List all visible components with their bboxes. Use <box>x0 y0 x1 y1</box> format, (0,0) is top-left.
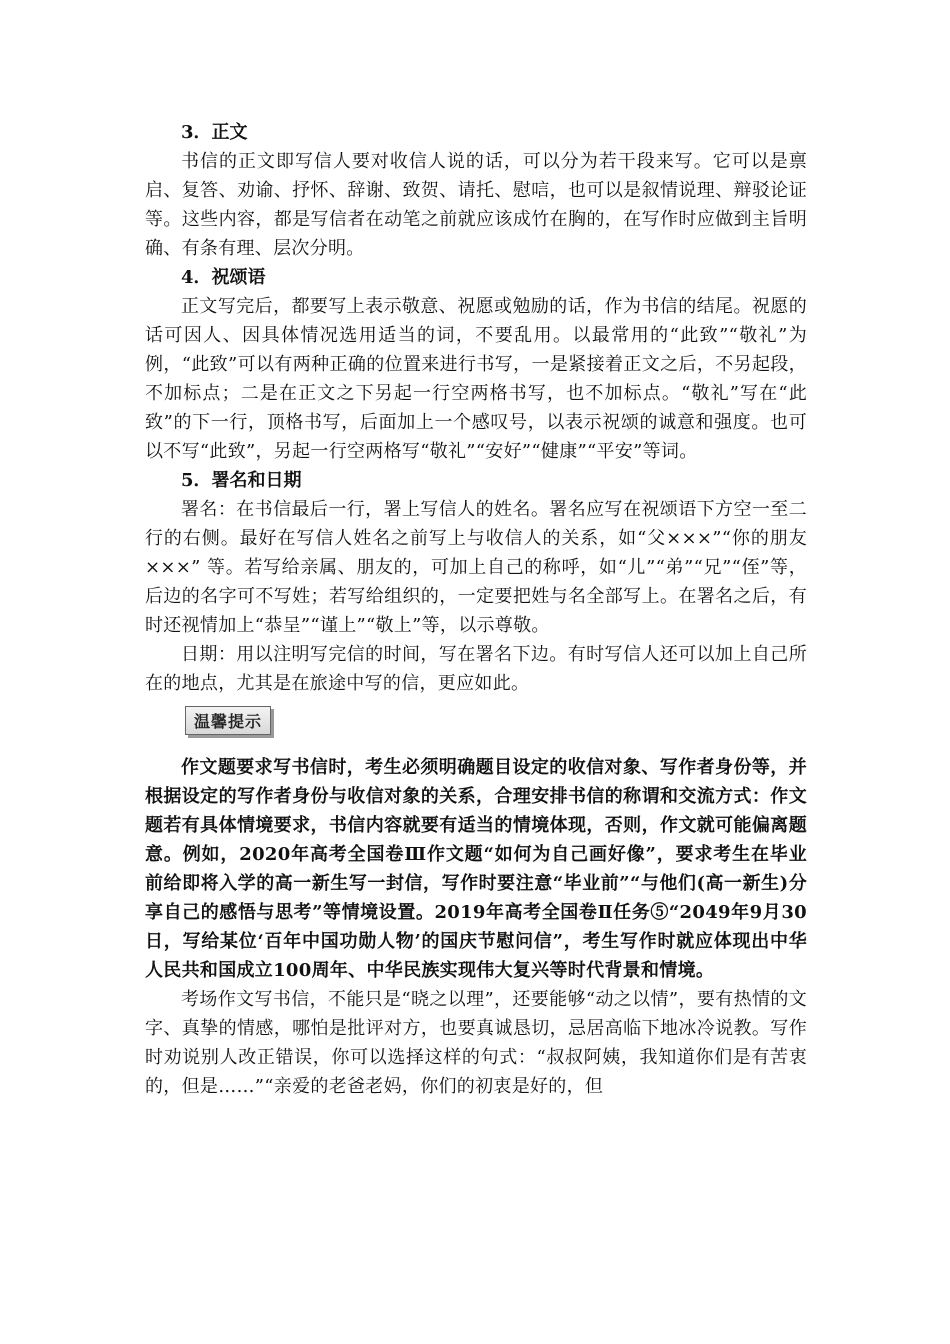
paragraph-signature: 署名：在书信最后一行，署上写信人的姓名。署名应写在祝颂语下方空一至二行的右侧。最好在写信人姓名之前写上与收信人的关系，如“父×××”“你的朋友×××” 等。若写给亲属、朋友的，可加上自己的称呼，如“儿”“弟”“兄”“侄”等，后边的名字可不写姓；若写给组织的，一定要把姓与名全部写上。在署名之后，有时还视情加上“恭呈”“谨上”“敬上”等，以示尊敬。 <box>145 499 807 636</box>
paragraph-closing: 正文写完后，都要写上表示敬意、祝愿或勉励的话，作为书信的结尾。祝愿的话可因人、因具体情况选用适当的词，不要乱用。以最常用的“此致”“敬礼”为例，“此致”可以有两种正确的位置来进行书写，一是紧接着正文之后，不另起段，不加标点；二是在正文之下另起一行空两格书写，也不加标点。“敬礼”写在“此致”的下一行，顶格书写，后面加上一个感叹号，以表示祝颂的诚意和强度。也可以不写“此致”，另起一行空两格写“敬礼”“安好”“健康”“平安”等词。 <box>145 296 807 462</box>
section-heading-closing: 4．祝颂语 <box>181 267 266 288</box>
tip-label-badge: 温馨提示 <box>185 706 271 735</box>
section-heading-main-text: 3．正文 <box>181 122 248 143</box>
tip-paragraph-1: 作文题要求写书信时，考生必须明确题目设定的收信对象、写作者身份等，并根据设定的写作者身份与收信对象的关系，合理安排书信的称谓和交流方式：作文题若有具体情境要求，书信内容就要有适当的情境体现，否则，作文就可能偏离题意。例如，2020年高考全国卷Ⅲ作文题“如何为自己画好像”，要求考生在毕业前给即将入学的高一新生写一封信，写作时要注意“毕业前”“与他们(高一新生)分享自己的感悟与思考”等情境设置。2019年高考全国卷Ⅱ任务⑤“2049年9月30日，写给某位‘百年中国功勋人物’的国庆节慰问信”，考生写作时就应体现出中华人民共和国成立100周年、中华民族实现伟大复兴等时代背景和情境。 <box>145 757 807 981</box>
paragraph-date: 日期：用以注明写完信的时间，写在署名下边。有时写信人还可以加上自己所在的地点，尤其是在旅途中写的信，更应如此。 <box>145 644 807 694</box>
tip-paragraph-2: 考场作文写书信，不能只是“晓之以理”，还要能够“动之以情”，要有热情的文字、真挚的情感，哪怕是批评对方，也要真诚恳切，忌居高临下地冰冷说教。写作时劝说别人改正错误，你可以选择这样的句式：“叔叔阿姨，我知道你们是有苦衷的，但是……”“亲爱的老爸老妈，你们的初衷是好的，但 <box>145 989 807 1097</box>
section-heading-signature-date: 5．署名和日期 <box>181 470 302 491</box>
paragraph-main-text: 书信的正文即写信人要对收信人说的话，可以分为若干段来写。它可以是禀启、复答、劝谕、抒怀、辞谢、致贺、请托、慰唁，也可以是叙情说理、辩驳论证等。这些内容，都是写信者在动笔之前就应该成竹在胸的，在写作时应做到主旨明确、有条有理、层次分明。 <box>145 151 807 259</box>
document-page <box>145 118 807 1101</box>
